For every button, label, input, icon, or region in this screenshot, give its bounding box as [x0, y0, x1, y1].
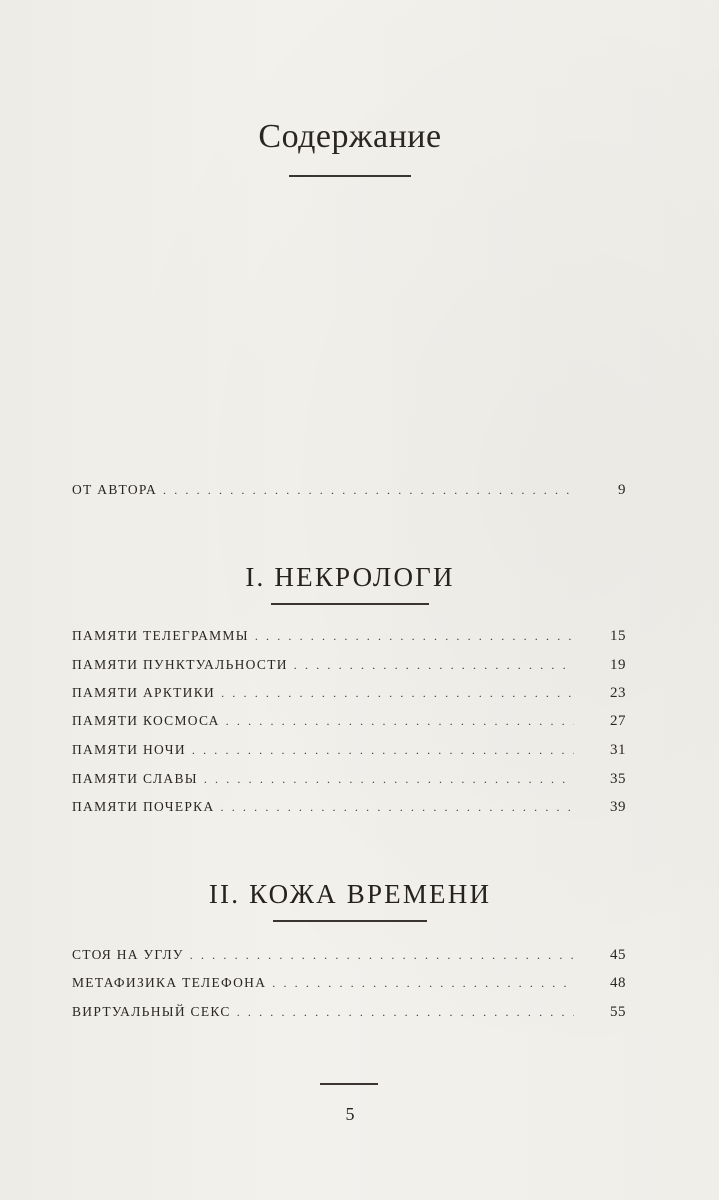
toc-entry [72, 742, 626, 762]
toc-entry [72, 975, 626, 995]
toc-entry-page: 27 [610, 713, 626, 729]
toc-entry [72, 628, 626, 648]
dot-leader [163, 483, 574, 498]
toc-entry-page: 19 [610, 657, 626, 673]
toc-entry-label: ВИРТУАЛЬНЫЙ СЕКС [72, 1004, 231, 1019]
toc-entry-page: 9 [618, 482, 626, 498]
dot-leader [190, 948, 574, 963]
dot-leader [226, 714, 574, 729]
toc-entry [72, 713, 626, 733]
toc-entry [72, 771, 626, 791]
page-number: 5 [345, 1104, 355, 1124]
dot-leader [204, 772, 574, 787]
toc-entry [72, 1004, 626, 1024]
footer-rule [320, 1083, 378, 1085]
dot-leader [221, 686, 574, 701]
toc-entry-label: ПАМЯТИ КОСМОСА [72, 713, 220, 728]
toc-entry-page: 55 [610, 1004, 626, 1020]
toc-entry-page: 23 [610, 685, 626, 701]
toc-entry [72, 947, 626, 967]
toc-entry [72, 799, 626, 819]
toc-entry-label: ПАМЯТИ ПУНКТУАЛЬНОСТИ [72, 657, 288, 672]
toc-entry-label: ПАМЯТИ АРКТИКИ [72, 685, 216, 700]
toc-entry-page: 35 [610, 771, 626, 787]
section-underline [271, 603, 429, 605]
dot-leader [237, 1005, 574, 1020]
toc-entry-page: 48 [610, 975, 626, 991]
toc-entry-page: 15 [610, 628, 626, 644]
toc-entry [72, 685, 626, 705]
title-underline [289, 175, 411, 177]
section-heading-skin-of-time: II. КОЖА ВРЕМЕНИ [208, 879, 492, 909]
toc-entry-label: ПАМЯТИ НОЧИ [72, 742, 186, 757]
section-heading-necrologies: I. НЕКРОЛОГИ [245, 562, 455, 592]
toc-entry-label: СТОЯ НА УГЛУ [72, 947, 184, 962]
dot-leader [255, 629, 574, 644]
toc-entry-page: 31 [610, 742, 626, 758]
dot-leader [192, 743, 574, 758]
section-underline [273, 920, 427, 922]
dot-leader [272, 976, 574, 991]
page-title: Содержание [258, 118, 442, 155]
toc-entry-label: ПАМЯТИ СЛАВЫ [72, 771, 198, 786]
dot-leader [294, 658, 574, 673]
toc-entry-label: ОТ АВТОРА [72, 482, 157, 497]
toc-entry-label: ПАМЯТИ ПОЧЕРКА [72, 799, 215, 814]
toc-entry-label: МЕТАФИЗИКА ТЕЛЕФОНА [72, 975, 267, 990]
toc-entry-page: 39 [610, 799, 626, 815]
toc-entry-page: 45 [610, 947, 626, 963]
toc-entry-intro [72, 482, 626, 502]
toc-entry [72, 657, 626, 677]
dot-leader [221, 800, 574, 815]
toc-entry-label: ПАМЯТИ ТЕЛЕГРАММЫ [72, 628, 249, 643]
